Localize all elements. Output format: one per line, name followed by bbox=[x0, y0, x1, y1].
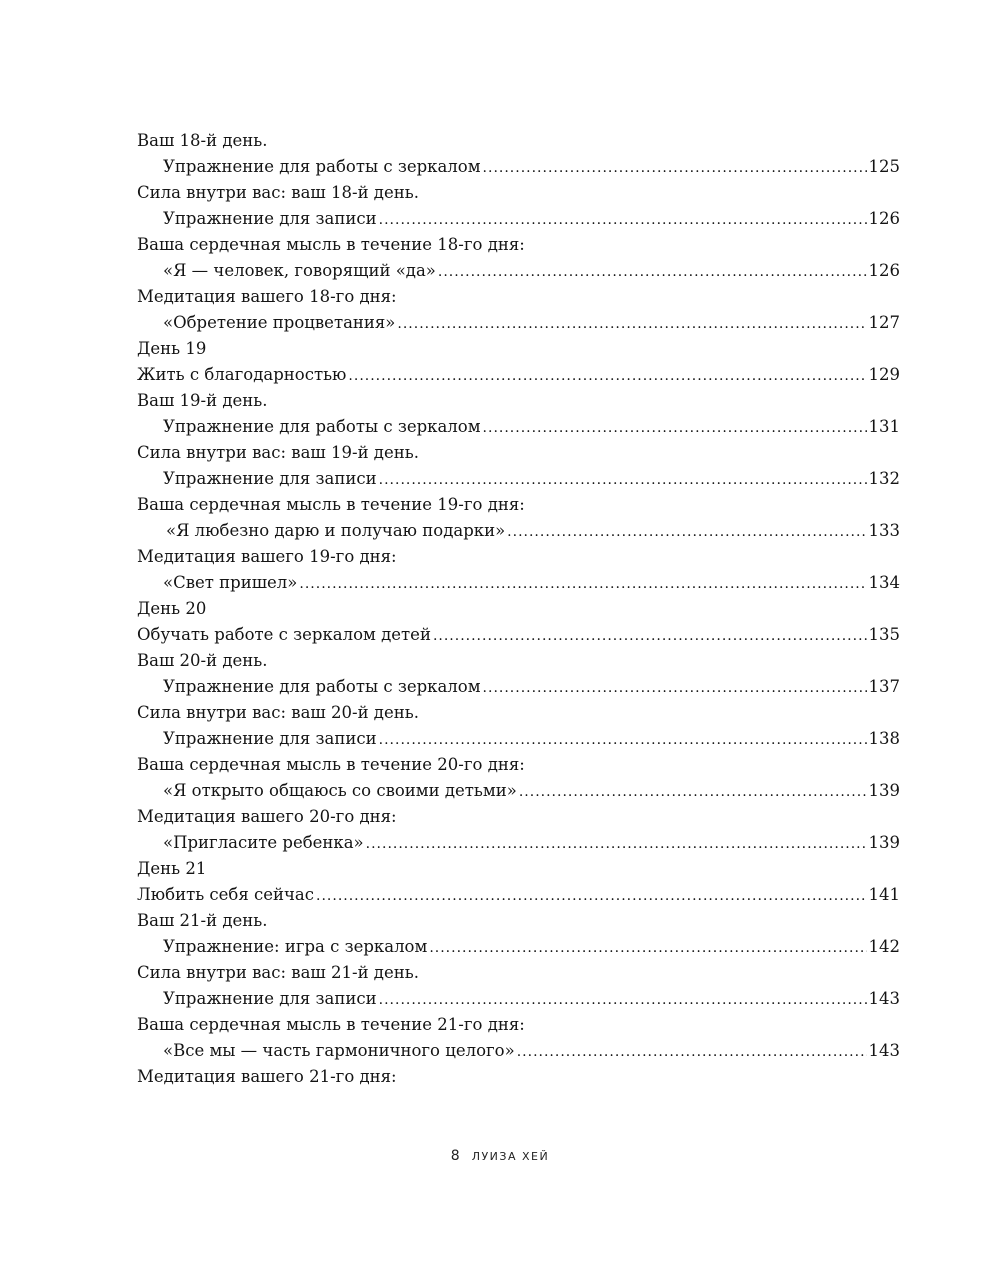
leader-dots bbox=[316, 883, 866, 909]
leader-dots bbox=[379, 207, 867, 233]
toc-entry: Упражнение для работы с зеркалом ..... 131 bbox=[137, 414, 900, 440]
toc-heading: Ваш 20-й день. bbox=[137, 651, 268, 670]
toc-heading: Медитация вашего 19-го дня: bbox=[137, 547, 397, 566]
toc-heading: Ваш 21-й день. bbox=[137, 911, 268, 930]
page-footer bbox=[0, 1148, 1000, 1164]
page-ref: 142 bbox=[868, 937, 900, 956]
toc-entry: Упражнение для записи ..... 143 bbox=[137, 986, 900, 1012]
toc-heading: Медитация вашего 21-го дня: bbox=[137, 1067, 397, 1086]
table-of-contents bbox=[137, 128, 900, 1090]
toc-entry: Любить себя сейчас ..... 141 bbox=[137, 882, 900, 908]
leader-dots bbox=[429, 935, 866, 961]
page-ref: 139 bbox=[868, 833, 900, 852]
toc-entry: Упражнение для записи ..... 138 bbox=[137, 726, 900, 752]
leader-dots bbox=[379, 467, 867, 493]
page-ref: 131 bbox=[868, 417, 900, 436]
toc-entry: Обучать работе с зеркалом детей ..... 135 bbox=[137, 622, 900, 648]
toc-heading: Сила внутри вас: ваш 21-й день. bbox=[137, 963, 419, 982]
toc-heading: Сила внутри вас: ваш 20-й день. bbox=[137, 703, 419, 722]
page-ref: 143 bbox=[868, 1041, 900, 1060]
running-author: ЛУИЗА ХЕЙ bbox=[471, 1150, 550, 1163]
leader-dots bbox=[379, 987, 867, 1013]
toc-entry: «Обретение процветания» ..... 127 bbox=[137, 310, 900, 336]
leader-dots bbox=[348, 363, 866, 389]
page-ref: 135 bbox=[868, 625, 900, 644]
toc-entry: «Все мы — часть гармоничного целого» ..... 143 bbox=[137, 1038, 900, 1064]
toc-day-heading: День 21 bbox=[137, 859, 207, 878]
toc-heading: Медитация вашего 18-го дня: bbox=[137, 287, 397, 306]
page-ref: 126 bbox=[868, 209, 900, 228]
leader-dots bbox=[438, 259, 867, 285]
page-ref: 126 bbox=[868, 261, 900, 280]
toc-entry: «Я любезно дарю и получаю подарки» ..... 133 bbox=[137, 518, 900, 544]
page-ref: 138 bbox=[868, 729, 900, 748]
toc-heading: Ваш 18-й день. bbox=[137, 131, 268, 150]
page-ref: 137 bbox=[868, 677, 900, 696]
toc-entry: «Пригласите ребенка» ..... 139 bbox=[137, 830, 900, 856]
toc-heading: Сила внутри вас: ваш 19-й день. bbox=[137, 443, 419, 462]
page-ref: 127 bbox=[868, 313, 900, 332]
leader-dots bbox=[483, 155, 867, 181]
page-number: 8 bbox=[450, 1148, 460, 1164]
toc-entry: Упражнение для работы с зеркалом ..... 137 bbox=[137, 674, 900, 700]
leader-dots bbox=[397, 311, 866, 337]
page-ref: 133 bbox=[868, 521, 900, 540]
page-ref: 125 bbox=[868, 157, 900, 176]
page-ref: 139 bbox=[868, 781, 900, 800]
leader-dots bbox=[483, 675, 867, 701]
page-ref: 132 bbox=[868, 469, 900, 488]
page-ref: 141 bbox=[868, 885, 900, 904]
toc-heading: Сила внутри вас: ваш 18-й день. bbox=[137, 183, 419, 202]
toc-day-heading: День 20 bbox=[137, 599, 207, 618]
leader-dots bbox=[507, 519, 866, 545]
page-ref: 129 bbox=[868, 365, 900, 384]
toc-entry: Упражнение: игра с зеркалом ..... 142 bbox=[137, 934, 900, 960]
leader-dots bbox=[379, 727, 867, 753]
toc-heading: Ваша сердечная мысль в течение 18-го дня: bbox=[137, 235, 525, 254]
toc-entry: Упражнение для записи ..... 132 bbox=[137, 466, 900, 492]
page-ref: 143 bbox=[868, 989, 900, 1008]
toc-entry: Упражнение для работы с зеркалом ..... 125 bbox=[137, 154, 900, 180]
toc-entry: «Я — человек, говорящий «да» ..... 126 bbox=[137, 258, 900, 284]
toc-heading: Медитация вашего 20-го дня: bbox=[137, 807, 397, 826]
toc-heading: Ваша сердечная мысль в течение 20-го дня: bbox=[137, 755, 525, 774]
toc-heading: Ваш 19-й день. bbox=[137, 391, 268, 410]
leader-dots bbox=[433, 623, 867, 649]
toc-heading: Ваша сердечная мысль в течение 21-го дня: bbox=[137, 1015, 525, 1034]
toc-entry: Жить с благодарностью ..... 129 bbox=[137, 362, 900, 388]
toc-entry: Упражнение для записи ..... 126 bbox=[137, 206, 900, 232]
leader-dots bbox=[366, 831, 867, 857]
page-ref: 134 bbox=[868, 573, 900, 592]
leader-dots bbox=[483, 415, 867, 441]
toc-heading: Ваша сердечная мысль в течение 19-го дня: bbox=[137, 495, 525, 514]
toc-day-heading: День 19 bbox=[137, 339, 207, 358]
toc-entry: «Я открыто общаюсь со своими детьми» ..... 139 bbox=[137, 778, 900, 804]
leader-dots bbox=[299, 571, 866, 597]
leader-dots bbox=[519, 779, 867, 805]
toc-entry: «Свет пришел» ..... 134 bbox=[137, 570, 900, 596]
leader-dots bbox=[517, 1039, 867, 1065]
